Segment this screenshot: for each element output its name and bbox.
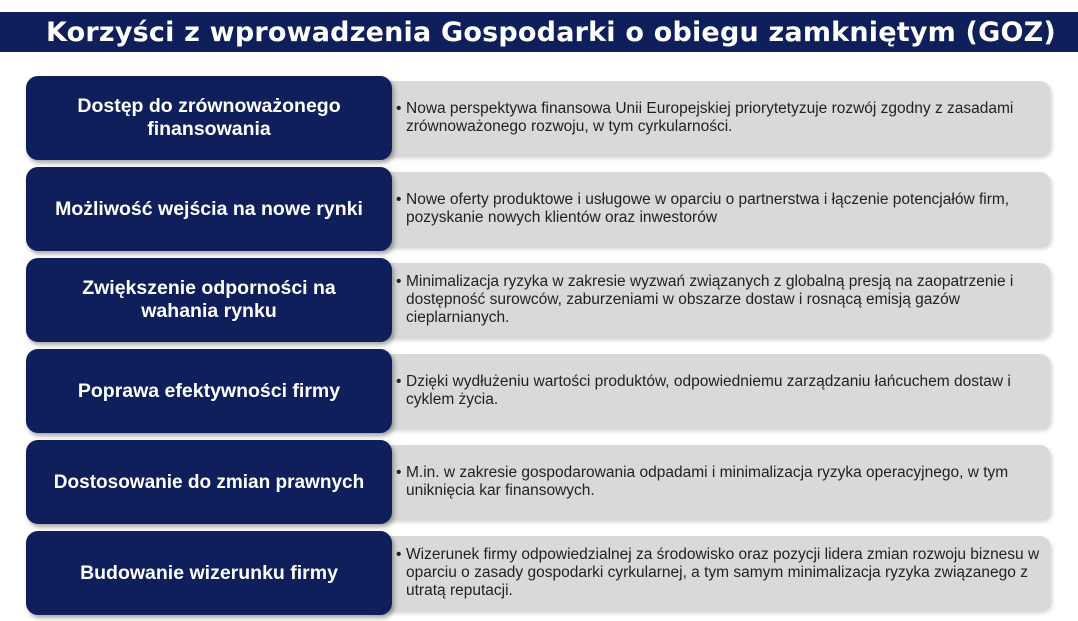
benefit-row [26,440,1052,524]
benefit-description [396,440,1046,524]
benefit-label-box [26,349,392,433]
benefit-row [26,258,1052,342]
benefit-label: Dostosowanie do zmian prawnych [53,471,365,493]
benefit-row [26,76,1052,160]
benefit-description [396,258,1046,342]
benefit-label: Możliwość wejścia na nowe rynki [55,197,363,220]
benefit-label-box [26,258,392,342]
bullet-icon: • [396,546,402,563]
benefit-description-text: Dzięki wydłużeniu wartości produktów, odpowiedniemu zarządzaniu łańcuchem dostaw i cyklem życia. [406,373,1011,408]
benefit-row [26,167,1052,251]
bullet-icon: • [396,273,402,290]
page-title: Korzyści z wprowadzenia Gospodarki o obiegu zamkniętym (GOZ) [46,16,1056,48]
benefit-description-text: Nowa perspektywa finansowa Unii Europejskiej priorytetyzuje rozwój zgodny z zasadami zrównoważonego rozwoju, w tym cyrkularności. [406,100,1014,135]
benefit-label-box [26,167,392,251]
benefit-label: Zwiększenie odporności na wahania rynku [82,277,336,322]
benefit-description [396,531,1046,615]
benefit-description [396,76,1046,160]
benefit-row [26,531,1052,615]
benefit-label: Dostęp do zrównoważonego finansowania [77,95,341,140]
benefit-description-text: Minimalizacja ryzyka w zakresie wyzwań związanych z globalną presją na zaopatrzenie i dostępność surowców, zaburzeniami w obszarze dostaw i rosnącą emisją gazów cieplarnianych. [406,273,1014,326]
benefit-label-box [26,440,392,524]
bullet-icon: • [396,464,402,481]
benefit-description-text: Wizerunek firmy odpowiedzialnej za środowisko oraz pozycji lidera zmian rozwoju biznesu w oparciu o zasady gospodarki cyrkularnej, a tym samym minimalizacja ryzyka związanego z utratą reputacji. [406,546,1040,599]
benefit-label: Budowanie wizerunku firmy [80,561,338,584]
benefit-label-box [26,76,392,160]
benefit-label-box [26,531,392,615]
benefit-row [26,349,1052,433]
title-bar [0,12,1078,52]
bullet-icon: • [396,191,402,208]
benefit-description-text: M.in. w zakresie gospodarowania odpadami i minimalizacja ryzyka operacyjnego, w tym uniknięcia kar finansowych. [406,464,1009,499]
benefit-label: Poprawa efektywności firmy [77,379,341,402]
benefit-description [396,167,1046,251]
bullet-icon: • [396,373,402,390]
benefit-description [396,349,1046,433]
bullet-icon: • [396,100,402,117]
benefit-description-text: Nowe oferty produktowe i usługowe w oparciu o partnerstwa i łączenie potencjałów firm, pozyskanie nowych klientów oraz inwestorów [406,191,1010,226]
